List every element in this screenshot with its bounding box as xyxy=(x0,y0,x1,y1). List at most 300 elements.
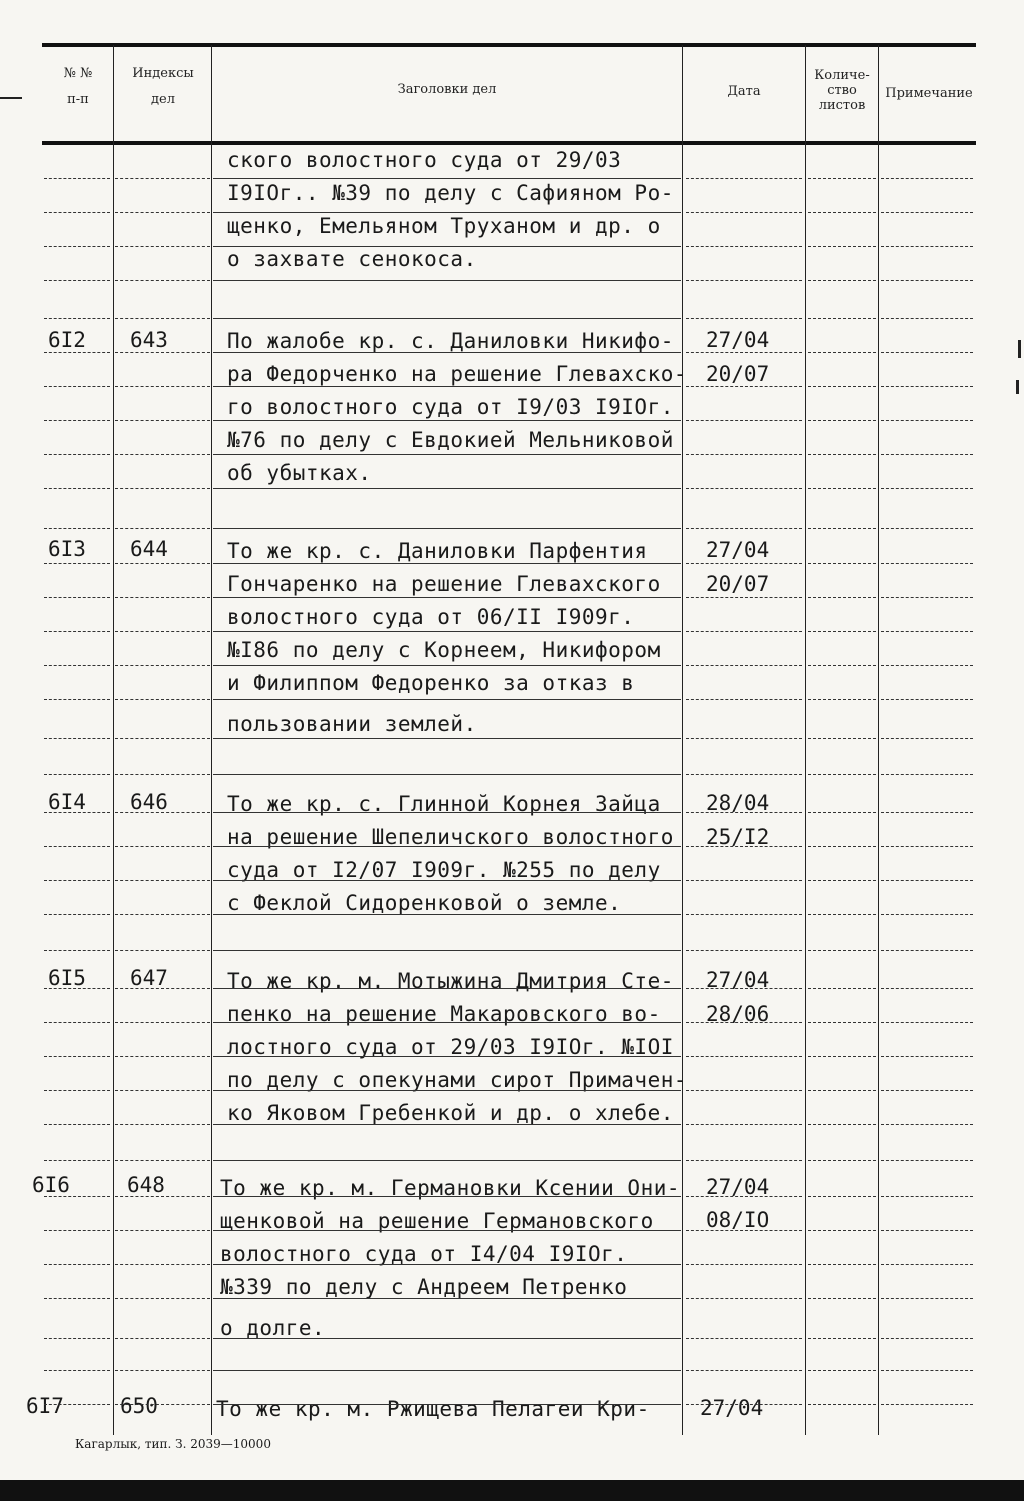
ruled-row-line xyxy=(808,631,876,632)
ruled-row-line xyxy=(808,1090,876,1091)
entry-line: I9IOг.. №39 по делу с Сафияном Ро- xyxy=(227,181,674,205)
ruled-row-line xyxy=(881,738,973,739)
ruled-row-line xyxy=(213,1404,681,1405)
ruled-row-line xyxy=(881,699,973,700)
ruled-row-line xyxy=(808,454,876,455)
ruled-row-line xyxy=(881,488,973,489)
ruled-row-line xyxy=(115,812,210,813)
entry-2-title xyxy=(227,535,661,741)
ruled-row-line xyxy=(808,280,876,281)
ruled-row-line xyxy=(686,1124,802,1125)
entry-4-title xyxy=(227,965,687,1130)
entry-0-title xyxy=(227,144,674,276)
ruled-row-line xyxy=(808,318,876,319)
ruled-row-line xyxy=(44,812,110,813)
ruled-row-line xyxy=(808,1298,876,1299)
ruled-row-line xyxy=(808,914,876,915)
ruled-row-line xyxy=(881,178,973,179)
entry-5-title xyxy=(220,1172,680,1345)
ruled-row-line xyxy=(44,665,110,666)
col-divider-index xyxy=(113,45,114,1435)
ruled-row-line xyxy=(44,699,110,700)
entry-line: №76 по делу с Евдокией Мельниковой xyxy=(227,428,674,452)
ruled-row-line xyxy=(881,812,973,813)
ruled-row-line xyxy=(44,1298,110,1299)
ruled-row-line xyxy=(44,1196,110,1197)
top-rule xyxy=(42,43,976,47)
ruled-row-line xyxy=(686,386,802,387)
entry-3-date-start: 28/04 xyxy=(706,791,770,815)
ruled-row-line xyxy=(44,631,110,632)
ruled-row-line xyxy=(44,420,110,421)
ruled-row-line xyxy=(115,488,210,489)
entry-line: По жалобе кр. с. Даниловки Никифо- xyxy=(227,329,674,353)
ruled-row-line xyxy=(44,1022,110,1023)
entry-line: пользовании землей. xyxy=(227,712,477,736)
entry-5-index: 648 xyxy=(127,1173,165,1197)
ruled-row-line xyxy=(686,631,802,632)
ruled-row-line xyxy=(686,846,802,847)
ruled-row-line xyxy=(686,1370,802,1371)
ruled-row-line xyxy=(213,280,681,281)
ruled-row-line xyxy=(213,1022,681,1023)
ruled-row-line xyxy=(115,246,210,247)
ruled-row-line xyxy=(808,178,876,179)
ruled-row-line xyxy=(115,454,210,455)
ruled-row-line xyxy=(115,699,210,700)
ruled-row-line xyxy=(686,988,802,989)
ruled-row-line xyxy=(115,1090,210,1091)
ruled-row-line xyxy=(115,528,210,529)
ruled-row-line xyxy=(44,178,110,179)
ruled-row-line xyxy=(44,1264,110,1265)
ruled-row-line xyxy=(686,1298,802,1299)
ruled-row-line xyxy=(44,1090,110,1091)
entry-line: То же кр. м. Мотыжина Дмитрия Сте- xyxy=(227,969,674,993)
ruled-row-line xyxy=(686,950,802,951)
ruled-row-line xyxy=(808,352,876,353)
entry-4-number: 6I5 xyxy=(48,966,86,990)
ruled-row-line xyxy=(44,1230,110,1231)
entry-line: пенко на решение Макаровского во- xyxy=(227,1002,661,1026)
entry-line: То же кр. с. Глинной Корнея Зайца xyxy=(227,792,661,816)
ruled-row-line xyxy=(213,488,681,489)
header-number-line1: № № xyxy=(63,66,93,81)
ruled-row-line xyxy=(808,597,876,598)
ruled-row-line xyxy=(686,1090,802,1091)
ruled-row-line xyxy=(808,1404,876,1405)
ruled-row-line xyxy=(881,420,973,421)
entry-3-title xyxy=(227,788,674,920)
entry-1-number: 6I2 xyxy=(48,328,86,352)
print-imprint: Кагарлык, тип. З. 2039—10000 xyxy=(75,1437,271,1451)
ruled-row-line xyxy=(213,812,681,813)
entry-line: Гончаренко на решение Глевахского xyxy=(227,572,661,596)
ruled-row-line xyxy=(115,563,210,564)
ruled-row-line xyxy=(881,1264,973,1265)
ruled-row-line xyxy=(115,597,210,598)
ruled-row-line xyxy=(115,1056,210,1057)
ruled-row-line xyxy=(808,812,876,813)
ruled-row-line xyxy=(808,386,876,387)
ruled-row-line xyxy=(44,774,110,775)
entry-6-title xyxy=(216,1393,650,1426)
header-index-line1: Индексы xyxy=(132,66,194,81)
ruled-row-line xyxy=(808,774,876,775)
ruled-row-line xyxy=(115,880,210,881)
entry-5-date-end: 08/IO xyxy=(706,1208,770,1232)
ruled-row-line xyxy=(213,880,681,881)
ruled-row-line xyxy=(808,950,876,951)
entry-1-date-start: 27/04 xyxy=(706,328,770,352)
entry-line: №I86 по делу с Корнеем, Никифором xyxy=(227,638,661,662)
entry-4-date-start: 27/04 xyxy=(706,968,770,992)
ruled-row-line xyxy=(881,950,973,951)
ruled-row-line xyxy=(44,988,110,989)
ruled-row-line xyxy=(686,352,802,353)
ruled-row-line xyxy=(115,1022,210,1023)
entry-2-index: 644 xyxy=(130,537,168,561)
margin-mark xyxy=(1016,380,1019,394)
col-divider-count xyxy=(805,45,806,1435)
entry-line: по делу с опекунами сирот Примачен- xyxy=(227,1068,688,1092)
entry-5-number: 6I6 xyxy=(32,1173,70,1197)
entry-line: о долге. xyxy=(220,1316,326,1340)
col-divider-date xyxy=(682,45,683,1435)
entry-line: волостного суда от I4/04 I9IOг. xyxy=(220,1242,628,1266)
header-date xyxy=(684,84,804,100)
ruled-row-line xyxy=(213,1196,681,1197)
ruled-row-line xyxy=(686,597,802,598)
ruled-row-line xyxy=(881,846,973,847)
entry-line: лостного суда от 29/03 I9IOг. №IOI xyxy=(227,1035,674,1059)
ruled-row-line xyxy=(881,528,973,529)
ruled-row-line xyxy=(213,563,681,564)
ruled-row-line xyxy=(686,699,802,700)
entry-3-index: 646 xyxy=(130,790,168,814)
header-index-line2: дел xyxy=(151,92,175,107)
ruled-row-line xyxy=(115,212,210,213)
entry-line: ко Яковом Гребенкой и др. о хлебе. xyxy=(227,1101,674,1125)
ruled-row-line xyxy=(213,386,681,387)
ruled-row-line xyxy=(115,1160,210,1161)
ruled-row-line xyxy=(881,563,973,564)
ruled-row-line xyxy=(881,386,973,387)
ruled-row-line xyxy=(213,1338,681,1339)
ruled-row-line xyxy=(881,1022,973,1023)
ruled-row-line xyxy=(213,212,681,213)
ruled-row-line xyxy=(213,1298,681,1299)
entry-5-date-start: 27/04 xyxy=(706,1175,770,1199)
entry-line: с Феклой Сидоренковой о земле. xyxy=(227,891,622,915)
entry-2-number: 6I3 xyxy=(48,537,86,561)
header-title xyxy=(213,82,681,98)
entry-1-index: 643 xyxy=(130,328,168,352)
ruled-row-line xyxy=(881,1160,973,1161)
entry-line: на решение Шепеличского волостного xyxy=(227,825,674,849)
entry-1-date-end: 20/07 xyxy=(706,362,770,386)
ruled-row-line xyxy=(213,846,681,847)
ruled-row-line xyxy=(213,1230,681,1231)
ruled-row-line xyxy=(213,454,681,455)
margin-mark xyxy=(0,97,22,99)
ruled-row-line xyxy=(44,950,110,951)
ruled-row-line xyxy=(881,914,973,915)
ruled-row-line xyxy=(808,1160,876,1161)
ruled-row-line xyxy=(881,246,973,247)
entry-2-date-end: 20/07 xyxy=(706,572,770,596)
ruled-row-line xyxy=(686,665,802,666)
ruled-row-line xyxy=(881,880,973,881)
ruled-row-line xyxy=(808,1370,876,1371)
entry-line: ра Федорченко на решение Глевахско- xyxy=(227,362,688,386)
entry-line: го волостного суда от I9/03 I9IOг. xyxy=(227,395,674,419)
ruled-row-line xyxy=(808,212,876,213)
ruled-row-line xyxy=(808,699,876,700)
ruled-row-line xyxy=(213,246,681,247)
entry-line: щенко, Емельяном Труханом и др. о xyxy=(227,214,661,238)
ruled-row-line xyxy=(44,914,110,915)
ruled-row-line xyxy=(115,386,210,387)
ruled-row-line xyxy=(44,212,110,213)
ruled-row-line xyxy=(115,178,210,179)
ruled-row-line xyxy=(686,1022,802,1023)
header-number xyxy=(44,66,112,108)
ruled-row-line xyxy=(686,563,802,564)
ruled-row-line xyxy=(115,318,210,319)
ruled-row-line xyxy=(808,528,876,529)
entry-line: То же кр. с. Даниловки Парфентия xyxy=(227,539,648,563)
header-count-line3: листов xyxy=(818,98,866,113)
ruled-row-line xyxy=(686,1056,802,1057)
ruled-row-line xyxy=(115,846,210,847)
ruled-row-line xyxy=(44,1370,110,1371)
ruled-row-line xyxy=(115,352,210,353)
ruled-row-line xyxy=(115,631,210,632)
ruled-row-line xyxy=(213,914,681,915)
ruled-row-line xyxy=(881,1056,973,1057)
ruled-row-line xyxy=(881,988,973,989)
entry-6-date-start: 27/04 xyxy=(700,1396,764,1420)
ruled-row-line xyxy=(213,420,681,421)
ruled-row-line xyxy=(213,738,681,739)
header-date-text: Дата xyxy=(727,84,761,99)
ruled-row-line xyxy=(115,774,210,775)
entry-6-number: 6I7 xyxy=(26,1394,64,1418)
ruled-row-line xyxy=(808,738,876,739)
header-index xyxy=(115,66,211,108)
ruled-row-line xyxy=(44,597,110,598)
entry-3-number: 6I4 xyxy=(48,790,86,814)
entry-line: об убытках. xyxy=(227,461,372,485)
ruled-row-line xyxy=(115,738,210,739)
col-divider-note xyxy=(878,45,879,1435)
ruled-row-line xyxy=(881,1338,973,1339)
ruled-row-line xyxy=(686,528,802,529)
ruled-row-line xyxy=(213,665,681,666)
header-count-line2: ство xyxy=(827,83,857,98)
ruled-row-line xyxy=(808,846,876,847)
entry-line: и Филиппом Федоренко за отказ в xyxy=(227,671,635,695)
ruled-row-line xyxy=(881,1090,973,1091)
ruled-row-line xyxy=(881,631,973,632)
ruled-row-line xyxy=(686,914,802,915)
ruled-row-line xyxy=(686,738,802,739)
ruled-row-line xyxy=(881,1196,973,1197)
entry-line: суда от I2/07 I909г. №255 по делу xyxy=(227,858,661,882)
margin-mark xyxy=(1018,340,1021,358)
ruled-row-line xyxy=(44,454,110,455)
ruled-row-line xyxy=(686,280,802,281)
ruled-row-line xyxy=(44,1160,110,1161)
ruled-row-line xyxy=(115,665,210,666)
ruled-row-line xyxy=(808,1124,876,1125)
ruled-row-line xyxy=(881,1404,973,1405)
ruled-row-line xyxy=(808,563,876,564)
ruled-row-line xyxy=(115,988,210,989)
entry-3-date-end: 25/I2 xyxy=(706,825,770,849)
ruled-row-line xyxy=(686,178,802,179)
ruled-row-line xyxy=(808,988,876,989)
ruled-row-line xyxy=(881,1298,973,1299)
ruled-row-line xyxy=(115,1370,210,1371)
ruled-row-line xyxy=(881,1124,973,1125)
ruled-row-line xyxy=(881,352,973,353)
ruled-row-line xyxy=(686,880,802,881)
ruled-row-line xyxy=(881,1230,973,1231)
ruled-row-line xyxy=(44,386,110,387)
ruled-row-line xyxy=(115,914,210,915)
ruled-row-line xyxy=(808,1022,876,1023)
ruled-row-line xyxy=(881,1370,973,1371)
ruled-row-line xyxy=(213,1090,681,1091)
ruled-row-line xyxy=(115,1230,210,1231)
ruled-row-line xyxy=(44,246,110,247)
ruled-row-line xyxy=(213,631,681,632)
ruled-row-line xyxy=(686,212,802,213)
ruled-row-line xyxy=(686,774,802,775)
ruled-row-line xyxy=(213,318,681,319)
ruled-row-line xyxy=(686,318,802,319)
scan-bottom-edge xyxy=(0,1480,1024,1501)
ruled-row-line xyxy=(44,880,110,881)
header-number-line2: п-п xyxy=(67,92,89,107)
ruled-row-line xyxy=(115,420,210,421)
entry-line: То же кр. м. Ржищева Пелагеи Кри- xyxy=(216,1397,650,1421)
ruled-row-line xyxy=(881,318,973,319)
ruled-row-line xyxy=(213,1124,681,1125)
ruled-row-line xyxy=(686,1404,802,1405)
ruled-row-line xyxy=(44,280,110,281)
ruled-row-line xyxy=(213,178,681,179)
ruled-row-line xyxy=(686,1264,802,1265)
entry-6-index: 650 xyxy=(120,1394,158,1418)
ruled-row-line xyxy=(686,454,802,455)
entry-line: о захвате сенокоса. xyxy=(227,247,477,271)
ruled-row-line xyxy=(808,1056,876,1057)
header-title-text: Заголовки дел xyxy=(397,82,497,97)
ruled-row-line xyxy=(44,1404,110,1405)
ruled-row-line xyxy=(808,420,876,421)
header-count xyxy=(807,68,877,113)
entry-line: волостного суда от 06/II I909г. xyxy=(227,605,635,629)
ruled-row-line xyxy=(44,1338,110,1339)
ruled-row-line xyxy=(44,352,110,353)
ruled-row-line xyxy=(115,1404,210,1405)
ruled-row-line xyxy=(44,488,110,489)
entry-line: ского волостного суда от 29/03 xyxy=(227,148,622,172)
ruled-row-line xyxy=(808,246,876,247)
entry-4-index: 647 xyxy=(130,966,168,990)
col-divider-title xyxy=(211,45,212,1435)
ruled-row-line xyxy=(213,528,681,529)
ruled-row-line xyxy=(686,1160,802,1161)
ruled-row-line xyxy=(881,665,973,666)
ruled-row-line xyxy=(808,1196,876,1197)
ruled-row-line xyxy=(686,420,802,421)
ruled-row-line xyxy=(686,1196,802,1197)
ruled-row-line xyxy=(44,1124,110,1125)
ruled-row-line xyxy=(115,1298,210,1299)
ruled-row-line xyxy=(213,988,681,989)
ruled-row-line xyxy=(44,563,110,564)
entry-line: То же кр. м. Германовки Ксении Они- xyxy=(220,1176,681,1200)
header-count-line1: Количе- xyxy=(814,68,870,83)
ruled-row-line xyxy=(44,738,110,739)
ruled-row-line xyxy=(213,699,681,700)
ruled-row-line xyxy=(213,1056,681,1057)
header-note xyxy=(879,86,979,102)
entry-4-date-end: 28/06 xyxy=(706,1002,770,1026)
ruled-row-line xyxy=(808,1338,876,1339)
ruled-row-line xyxy=(213,1370,681,1371)
ruled-row-line xyxy=(213,1160,681,1161)
ruled-row-line xyxy=(115,1264,210,1265)
entry-line: №339 по делу с Андреем Петренко xyxy=(220,1275,628,1299)
ruled-row-line xyxy=(808,1264,876,1265)
ruled-row-line xyxy=(44,318,110,319)
ruled-row-line xyxy=(44,528,110,529)
ruled-row-line xyxy=(115,950,210,951)
entry-2-date-start: 27/04 xyxy=(706,538,770,562)
ruled-row-line xyxy=(881,774,973,775)
ruled-row-line xyxy=(686,1230,802,1231)
ruled-row-line xyxy=(808,1230,876,1231)
ruled-row-line xyxy=(115,1196,210,1197)
ruled-row-line xyxy=(881,212,973,213)
ruled-row-line xyxy=(686,812,802,813)
ruled-row-line xyxy=(686,246,802,247)
entry-line: щенковой на решение Германовского xyxy=(220,1209,654,1233)
ruled-row-line xyxy=(44,846,110,847)
ruled-row-line xyxy=(808,665,876,666)
ruled-row-line xyxy=(115,1124,210,1125)
ruled-row-line xyxy=(686,1338,802,1339)
header-note-text: Примечание xyxy=(885,86,973,101)
ruled-row-line xyxy=(686,488,802,489)
ruled-row-line xyxy=(213,950,681,951)
entry-1-title xyxy=(227,325,687,490)
ruled-row-line xyxy=(213,352,681,353)
ruled-row-line xyxy=(115,1338,210,1339)
ruled-row-line xyxy=(881,597,973,598)
ruled-row-line xyxy=(808,880,876,881)
ruled-row-line xyxy=(881,280,973,281)
ruled-row-line xyxy=(115,280,210,281)
ruled-row-line xyxy=(213,1264,681,1265)
ruled-row-line xyxy=(44,1056,110,1057)
ruled-row-line xyxy=(881,454,973,455)
